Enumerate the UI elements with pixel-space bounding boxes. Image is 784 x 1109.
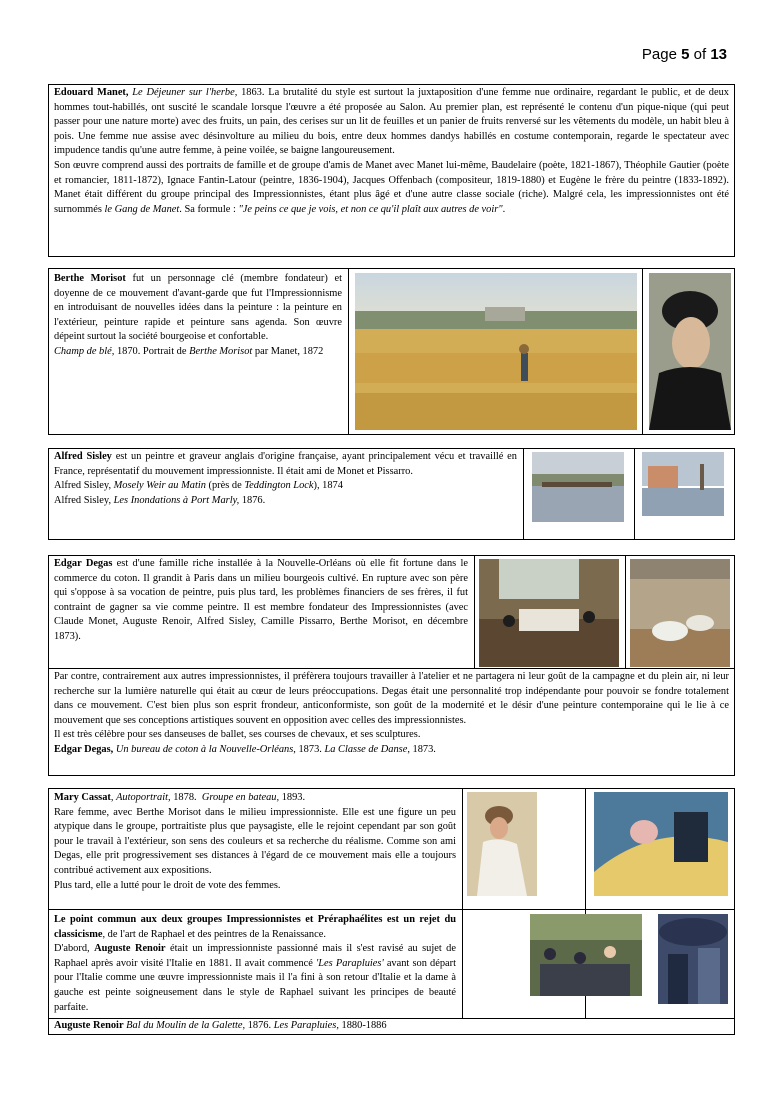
morisot-text: Berthe Morisot fut un personnage clé (membre fondateur) et doyenne de ce mouvement d'avant-garde que fut l'Impressionnisme en introduisant de nouvelles idées dans la peinture : la peinture en l'extérieur, peinture rapide et peinture sans agenda. Son œuvre dépeint surtout la société bourgeoise et confortable. Champ de blé, 1870. Portrait de Berthe Morisot par Manet, 1872 xyxy=(54,273,342,357)
morisot-section xyxy=(48,268,735,435)
painting-classe-de-danse xyxy=(630,559,730,667)
painting-mosely-weir xyxy=(532,452,624,522)
painting-autoportrait-cassat xyxy=(467,792,537,896)
degas-text-2: Par contre, contrairement aux autres impressionnistes, il préfèrera toujours travailler à l'atelier et ne partagera ni leur goût de la campagne et du plein air, ni leur recherche sur la lumière naturelle qui était au cœur de leurs préoccupations. Degas était une personnalité trop indépendante pour pouvoir se fondre totalement dans ce mouvement. C'est bien plus son esprit frondeur, anticonformiste, son goût de la modernité et le désir d'une peinture contemporaine qui le lie à ce mouvement que ses conceptions artistiques souvent en opposition avec celles des impressionnistes. Il est très célèbre pour ses danseuses de ballet, ses courses de chevaux, et ses sculptures. Edgar Degas, Un bureau de coton à la Nouvelle-Orléans, 1873. La Classe de Danse, 1873. xyxy=(54,671,729,755)
painting-bal-du-moulin xyxy=(530,914,642,996)
sisley-text: Alfred Sisley est un peintre et graveur anglais d'origine française, ayant principalement vécu et travaillé en France, représentatif du mouvement impressionniste. Il était ami de Monet et Pissarro. Alfred Sisley, Mosely Weir au Matin (près de Teddington Lock), 1874 Alfred Sisley, Les Inondations à Port Marly, 1876. xyxy=(54,451,517,506)
painting-champ-de-ble xyxy=(355,273,637,430)
page-number: Page 5 of 13 xyxy=(641,46,727,63)
cassat-renoir-section xyxy=(48,788,735,1035)
renoir-text: Le point commun aux deux groupes Impressionnistes et Préraphaélites est un rejet du classicisme, de l'art de Raphael et des peintres de la Renaissance. D'abord, Auguste Renoir était un impressionniste passionné mais il s'est ravisé au sujet de Raphael après avoir visité l'Italie en 1881. Il avait commencé 'Les Parapluies' avant son départ pour l'Italie comme une œuvre impressionniste mais il l'a fini à son retour d'Italie et la dame à gauche est peinte soigneusement dans le style de Raphael suivant les principes de beauté parfaite. xyxy=(54,914,456,1013)
manet-text: Edouard Manet, Le Déjeuner sur l'herbe, 1863. La brutalité du style est surtout la juxtaposition d'une femme nue ordinaire, regardant le public, et de deux hommes tout-habillés, ont suscité le scandale lorsque l'œuvre a été proposée au Salon. Au premier plan, est représenté le contenu d'un pique-nique (qui peut passer pour une nature morte) avec des fruits, un pain, des cerises sur un lit de feuilles et un panier de fruits renversé sur les vêtements du modèle, un habit bleu à pois. Une femme nue assise avec désinvolture au milieu du bois, entre deux hommes dandys habillés en costume contemporain, regarde le spectateur avec impudence tandis qu'une autre femme, à peine voilée, se baigne langoureusement. Son œuvre comprend aussi des portraits de famille et de groupe d'amis de Manet avec Manet lui-même, Baudelaire (poète, 1821-1867), Théophile Gautier (poète et romancier, 1811-1872), Ignace Fantin-Latour (peintre, 1836-1904), Jacques Offenbach (compositeur, 1819-1880) et Eugène le frère du peintre (1833-1892). Manet était différent du groupe principal des Impressionnistes, étant plus âgé et d'une autre classe sociale (riche). Malgré cela, les impressionnistes ont été surnommés le Gang de Manet. Sa formule : "Je peins ce que je vois, et non ce qu'il plaît aux autres de voir". xyxy=(54,87,729,215)
painting-groupe-en-bateau xyxy=(594,792,728,896)
cassat-text: Mary Cassat, Autoportrait, 1878. Groupe en bateau, 1893. Rare femme, avec Berthe Morisot dans le milieu impressionniste. Elle est une figure un peu atypique dans le groupe, portraitiste plus que paysagiste, elle le rejoint cependant par son goût pour le travail à l'extérieur, son sens des couleurs et sa recherche du réalisme. Comme son ami Degas, elle prit progressivement ses distances à l'égard de ce mouvement mais elle a toujours contribué activement aux expositions. Plus tard, elle a lutté pour le droit de vote des femmes. xyxy=(54,792,456,891)
sisley-section xyxy=(48,448,735,540)
painting-bureau-de-coton xyxy=(479,559,619,667)
renoir-caption: Auguste Renoir Bal du Moulin de la Galette, 1876. Les Parapluies, 1880-1886 xyxy=(54,1020,387,1032)
degas-section xyxy=(48,555,735,776)
portrait-berthe-morisot xyxy=(649,273,731,430)
degas-text-1: Edgar Degas est d'une famille riche installée à la Nouvelle-Orléans où elle fit fortune dans le commerce du coton. Il grandit à Paris dans un milieu bourgeois cultivé. En rupture avec son père qui s'oppose à sa vocation de peintre, puis plus tard, les problèmes financiers de ses frères, il fut contraint de gagner sa vie comme peintre. Il est membre fondateur des Impressionnistes (avec Claude Monet, Auguste Renoir, Alfred Sisley, Camille Pissarro, Berthe Morisot, en décembre 1873). xyxy=(54,558,469,642)
painting-les-parapluies xyxy=(658,914,728,1004)
manet-section xyxy=(48,84,735,257)
painting-inondations-port-marly xyxy=(642,452,724,516)
